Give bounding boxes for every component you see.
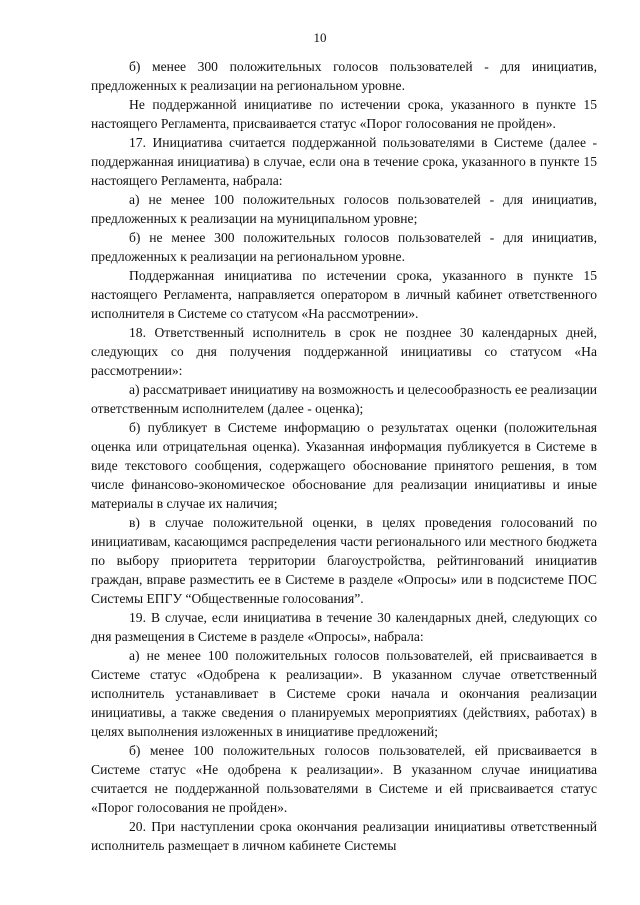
paragraph: 18. Ответственный исполнитель в срок не позднее 30 календарных дней, следующих со дня получения поддержанной инициативы со статусом «На рассмотрении»:	[91, 325, 597, 378]
paragraph: а) не менее 100 положительных голосов пользователей - для инициатив, предложенных к реализации на муниципальном уровне;	[91, 192, 597, 226]
paragraph: 17. Инициатива считается поддержанной пользователями в Системе (далее - поддержанная инициатива) в случае, если она в течение срока, указанного в пункте 15 настоящего Регламента, набрала:	[91, 135, 597, 188]
paragraph: б) не менее 300 положительных голосов пользователей - для инициатив, предложенных к реализации на региональном уровне.	[91, 230, 597, 264]
paragraph: Поддержанная инициатива по истечении срока, указанного в пункте 15 настоящего Регламента, направляется оператором в личный кабинет ответственного исполнителя в Системе со статусом «На рассмотрении».	[91, 268, 597, 321]
paragraph: б) менее 300 положительных голосов пользователей - для инициатив, предложенных к реализации на региональном уровне.	[91, 59, 597, 93]
paragraph: в) в случае положительной оценки, в целях проведения голосований по инициативам, касающимся распределения части регионального или местного бюджета по выбору приоритета территории благоустройства, рейтингований инициатив граждан, вправе разместить ее в Системе в разделе «Опросы» или в подсистеме ПОС Системы ЕПГУ “Общественные голосования”.	[91, 515, 597, 606]
paragraph: 20. При наступлении срока окончания реализации инициативы ответственный исполнитель размещает в личном кабинете Системы	[91, 819, 597, 853]
paragraph: а) рассматривает инициативу на возможность и целесообразность ее реализации ответственным исполнителем (далее - оценка);	[91, 382, 597, 416]
paragraph: Не поддержанной инициативе по истечении срока, указанного в пункте 15 настоящего Регламента, присваивается статус «Порог голосования не пройден».	[91, 97, 597, 131]
paragraph: б) публикует в Системе информацию о результатах оценки (положительная оценка или отрицательная оценка). Указанная информация публикуется в Системе в виде текстового сообщения, содержащего обоснование принятого решения, в том числе финансово-экономическое обоснование для реализации инициативы и иные материалы в случае их наличия;	[91, 420, 597, 511]
page-number: 10	[313, 30, 327, 45]
document-body	[91, 57, 597, 855]
paragraph: а) не менее 100 положительных голосов пользователей, ей присваивается в Системе статус «Одобрена к реализации». В указанном случае ответственный исполнитель устанавливает в Системе сроки начала и окончания реализации инициативы, а также сведения о планируемых мероприятиях (действиях, работах) в целях выполнения изложенных в инициативе предложений;	[91, 648, 597, 739]
paragraph: б) менее 100 положительных голосов пользователей, ей присваивается в Системе статус «Не одобрена к реализации». В указанном случае инициатива считается не поддержанной пользователями в Системе и ей присваивается статус «Порог голосования не пройден».	[91, 743, 597, 815]
paragraph: 19. В случае, если инициатива в течение 30 календарных дней, следующих со дня размещения в Системе в разделе «Опросы», набрала:	[91, 610, 597, 644]
